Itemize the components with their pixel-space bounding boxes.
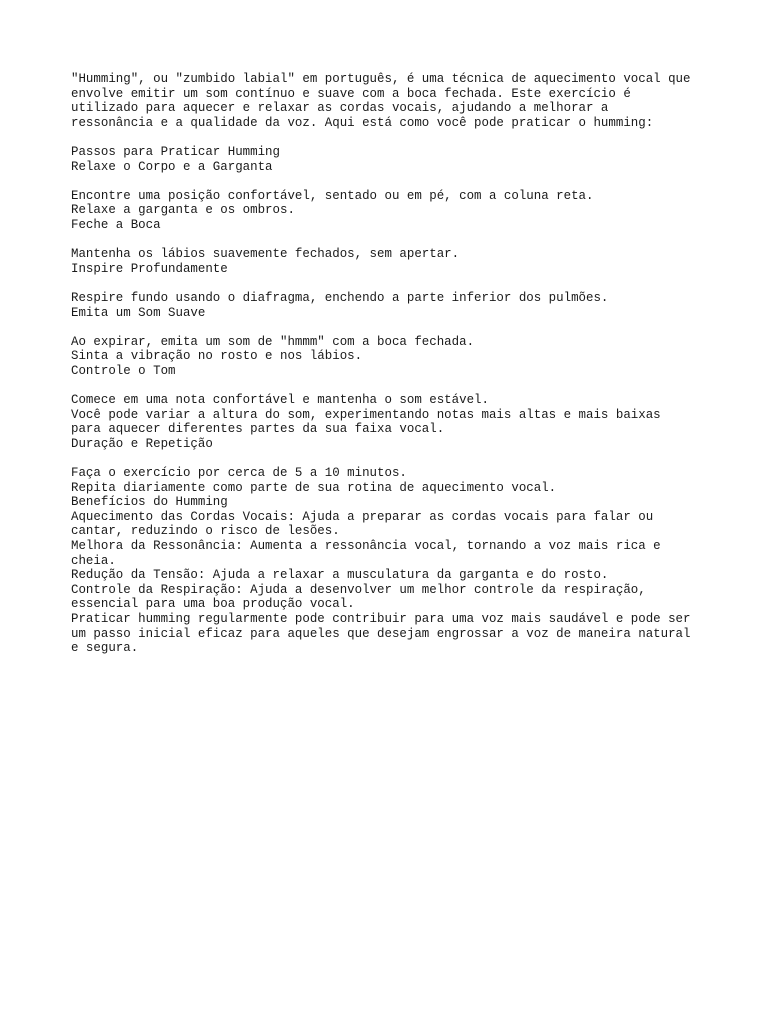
blank-line <box>71 233 711 248</box>
text-line: Repita diariamente como parte de sua rotina de aquecimento vocal. <box>71 480 557 495</box>
step-heading: Feche a Boca <box>71 217 161 232</box>
step-heading: Relaxe o Corpo e a Garganta <box>71 159 273 174</box>
text-line: e segura. <box>71 641 139 656</box>
intro-paragraph <box>71 72 711 130</box>
step-heading: Emita um Som Suave <box>71 305 206 320</box>
step-heading: Controle o Tom <box>71 363 176 378</box>
text-line: Faça o exercício por cerca de 5 a 10 minutos. <box>71 466 407 481</box>
text-line: Praticar humming regularmente pode contribuir para uma voz mais saudável e pode ser <box>71 611 691 626</box>
document-page <box>71 72 711 656</box>
blank-line <box>71 130 711 145</box>
text-line: envolve emitir um som contínuo e suave com a boca fechada. Este exercício é <box>71 86 631 101</box>
duration-benefits-block <box>71 466 711 656</box>
step-close-mouth-block <box>71 247 711 276</box>
text-line: Você pode variar a altura do som, experimentando notas mais altas e mais baixas <box>71 407 661 422</box>
text-line: cantar, reduzindo o risco de lesões. <box>71 524 340 539</box>
step-heading: Duração e Repetição <box>71 436 213 451</box>
text-line: "Humming", ou "zumbido labial" em português, é uma técnica de aquecimento vocal que <box>71 72 691 86</box>
text-line: Respire fundo usando o diafragma, enchendo a parte inferior dos pulmões. <box>71 290 609 305</box>
text-line: Ao expirar, emita um som de "hmmm" com a boca fechada. <box>71 334 475 349</box>
text-line: Controle da Respiração: Ajuda a desenvolver um melhor controle da respiração, <box>71 582 646 597</box>
steps-heading-block <box>71 145 711 174</box>
text-line: cheia. <box>71 553 116 568</box>
text-line: essencial para uma boa produção vocal. <box>71 597 355 612</box>
text-line: Aquecimento das Cordas Vocais: Ajuda a preparar as cordas vocais para falar ou <box>71 509 654 524</box>
blank-line <box>71 451 711 466</box>
text-line: Encontre uma posição confortável, sentado ou em pé, com a coluna reta. <box>71 188 594 203</box>
step-tone-block <box>71 393 711 451</box>
text-line: Redução da Tensão: Ajuda a relaxar a musculatura da garganta e do rosto. <box>71 568 609 583</box>
text-line: Comece em uma nota confortável e mantenha o som estável. <box>71 393 489 408</box>
text-line: Mantenha os lábios suavemente fechados, sem apertar. <box>71 247 460 262</box>
text-line: Melhora da Ressonância: Aumenta a ressonância vocal, tornando a voz mais rica e <box>71 539 661 553</box>
blank-line <box>71 320 711 335</box>
blank-line <box>71 276 711 291</box>
step-inhale-block <box>71 291 711 320</box>
step-heading: Inspire Profundamente <box>71 261 228 276</box>
text-line: Sinta a vibração no rosto e nos lábios. <box>71 349 363 364</box>
text-line: para aquecer diferentes partes da sua faixa vocal. <box>71 422 445 437</box>
text-line: utilizado para aquecer e relaxar as cordas vocais, ajudando a melhorar a <box>71 101 609 116</box>
section-heading: Benefícios do Humming <box>71 495 228 510</box>
blank-line <box>71 174 711 189</box>
step-relax-block <box>71 189 711 233</box>
step-sound-block <box>71 335 711 379</box>
text-line: Relaxe a garganta e os ombros. <box>71 203 295 218</box>
section-heading: Passos para Praticar Humming <box>71 144 280 159</box>
text-line: um passo inicial eficaz para aqueles que desejam engrossar a voz de maneira natural <box>71 626 691 641</box>
blank-line <box>71 378 711 393</box>
text-line: ressonância e a qualidade da voz. Aqui está como você pode praticar o humming: <box>71 115 654 130</box>
